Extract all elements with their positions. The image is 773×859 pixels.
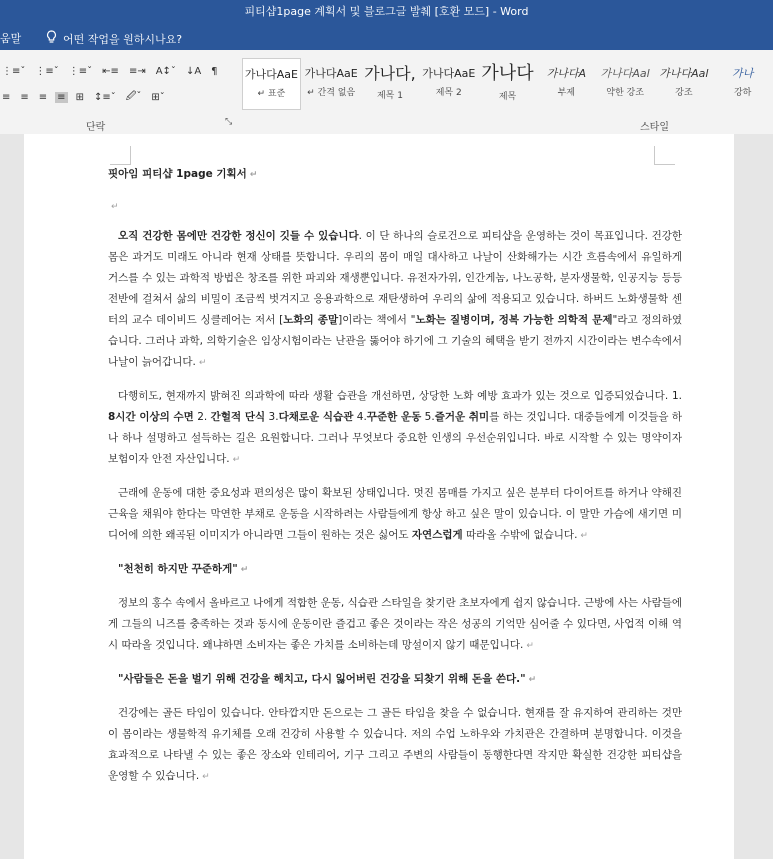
paragraph-group xyxy=(0,50,240,134)
text-run: 노화는 질병이며, 정복 가능한 의학적 문제 xyxy=(415,314,613,326)
paragraph-mark: ↵ xyxy=(528,675,537,685)
window-title: 피티샵1page 계획서 및 블로그글 발췌 [호환 모드] - Word xyxy=(244,5,529,18)
quote-paragraph xyxy=(108,559,682,581)
paragraph-mark: ↵ xyxy=(232,455,241,465)
style-normal[interactable]: 가나다AaE ↵ 표준 xyxy=(242,58,301,110)
asian-layout-icon[interactable]: A↕ˇ xyxy=(155,65,176,77)
text-run: 다채로운 식습관 xyxy=(278,411,354,423)
text-run: 를 하는 것입니다. 대중들에게 이것들을 하나 하나 설명하고 설득하는 길은 요원합니다. 그러나 무엇보다 중요한 인생의 우선순위입니다. 바로 시작할 수 있는 명약이자 보험이자 안전 자산입니다. xyxy=(108,411,683,465)
distribute-icon[interactable]: ⊞ xyxy=(75,91,84,103)
show-marks-icon[interactable]: ¶ xyxy=(211,65,218,77)
paragraph-mark: ↵ xyxy=(198,358,207,368)
align-center-icon[interactable]: ≡ xyxy=(20,91,29,103)
style-intense-emphasis[interactable]: 가나 강하 xyxy=(732,66,754,99)
style-heading-1[interactable]: 가나다, 제목 1 xyxy=(364,64,416,101)
tell-me-search[interactable] xyxy=(46,30,182,47)
paragraph-mark: ↵ xyxy=(240,565,249,575)
lightbulb-icon xyxy=(46,30,57,47)
paragraph-group-label: 단락 xyxy=(86,122,106,133)
styles-gallery xyxy=(242,58,773,108)
text-run: 오직 건강한 몸에만 건강한 정신이 깃들 수 있습니다 xyxy=(118,230,359,242)
text-run: 근래에 운동에 대한 중요성과 편의성은 많이 확보된 상태입니다. 멋진 몸매를 가지고 싶은 분부터 다이어트를 하거나 약해진 근육을 채워야 한다는 막연한 부채로 운동을 시작하려는 사람들에게 항상 하고 싶은 말이 있습니다. 이 말만 가슴에 새기면 미디어에 의한 왜곡된 이미지가 아니라면 그들이 원하는 것은 싫어도 xyxy=(108,487,682,541)
multilevel-list-icon[interactable]: ⋮≡ˇ xyxy=(68,65,93,77)
paragraph-tools-row-2 xyxy=(0,88,167,106)
style-no-spacing[interactable]: 가나다AaE ↵ 간격 없음 xyxy=(304,66,358,99)
paragraph-mark: ↵ xyxy=(111,202,119,212)
text-run: 정보의 홍수 속에서 올바르고 나에게 적합한 운동, 식습관 스타일을 찾기란 초보자에게 쉽지 않습니다. 근방에 사는 사람들에게 그들의 니즈를 충족하는 것과 동시에 운동이란 즐겁고 좋은 것이라는 작은 성공의 기억만 심어줄 수 있다면, 사업적 이해 역시 따라올 것입니다. 왜냐하면 소비자는 좋은 가치를 소비하는데 망설이지 않기 때문입니다. xyxy=(108,597,682,651)
text-run: 다행히도, 현재까지 밝혀진 의과학에 따라 생활 습관을 개선하면, 상당한 노화 예방 효과가 있는 것으로 입증되었습니다. 1. xyxy=(118,390,682,402)
paragraph-mark: ↵ xyxy=(526,641,534,651)
help-tab[interactable]: 움말 xyxy=(0,32,22,45)
body-paragraph xyxy=(108,483,682,547)
style-emphasis[interactable]: 가나다Aal 강조 xyxy=(659,66,709,99)
quote-paragraph xyxy=(108,669,682,691)
paragraph-tools-row-1 xyxy=(0,62,220,80)
body-paragraph xyxy=(108,703,682,788)
decrease-indent-icon[interactable]: ⇤≡ xyxy=(102,65,119,77)
style-subtle-emphasis[interactable]: 가나다Aal 약한 강조 xyxy=(600,66,650,99)
shading-icon[interactable]: 🖉ˇ xyxy=(125,90,142,102)
tell-me-input[interactable]: 어떤 작업을 원하시나요? xyxy=(63,32,183,46)
text-run: 간헐적 단식 xyxy=(210,411,266,423)
paragraph-mark: ↵ xyxy=(249,170,258,180)
bullets-icon[interactable]: ⋮≡ˇ xyxy=(2,65,26,77)
borders-icon[interactable]: ⊞ˇ xyxy=(151,91,165,103)
window-titlebar xyxy=(0,0,773,24)
paragraph-mark: ↵ xyxy=(580,531,588,541)
margin-corner-top-left xyxy=(110,146,131,165)
text-run: 자연스럽게 xyxy=(411,529,463,541)
paragraph-mark: ↵ xyxy=(202,772,210,782)
text-run: 5. xyxy=(421,411,435,423)
text-run: 따라올 수밖에 없습니다. xyxy=(462,529,578,541)
align-right-icon[interactable]: ≡ xyxy=(38,91,48,103)
text-run: . 이 단 하나의 슬로건으로 피티샵을 운영하는 것이 목표입니다. 건강한 몸은 과거도 미래도 아니라 현재 상태를 뜻합니다. 우리의 몸이 매일 대사하고 나날이 산화해가는 시간 흐름속에서 유일하게 거스를 수 있는 과학적 방법은 창조를 위한 파괴와 재생뿐입니다. 유전자가위, 인간게놈, 나노공학, 분자생물학, 인공지능 등등 전반에 걸쳐서 삶의 비밀이 조금씩 벗겨지고 응용과학으로 재탄생하여 우리의 삶에 적용되고 있습니다. 하버드 노화생물학 센터의 교수 데이비드 싱클레어는 저서 [ xyxy=(108,230,683,326)
text-run: 8시간 이상의 수면 xyxy=(108,411,194,423)
style-title[interactable]: 가나다 제목 xyxy=(481,63,534,102)
sort-icon[interactable]: ↓A xyxy=(185,65,202,77)
line-spacing-icon[interactable]: ↕≡ˇ xyxy=(93,91,116,103)
text-run: "라고 정의하였습니다. 그러나 과학, 의학기술은 임상시험이라는 난관을 뚫어야 하기에 그 기술의 혜택을 받기 전까지 시간이라는 변수속에서 나날이 늙어갑니다. xyxy=(108,314,682,368)
text-run: "사람들은 돈을 벌기 위해 건강을 해치고, 다시 잃어버린 건강을 되찾기 위해 돈을 쓴다." xyxy=(118,673,526,685)
body-paragraph xyxy=(108,386,682,471)
text-run: 노화의 종말 xyxy=(283,314,339,326)
tell-me-bar xyxy=(0,24,773,50)
text-run: ]이라는 책에서 " xyxy=(338,314,416,326)
margin-corner-top-right xyxy=(654,146,675,165)
text-run: 꾸준한 운동 xyxy=(366,411,422,423)
increase-indent-icon[interactable]: ≡⇥ xyxy=(128,65,146,77)
text-run: "천천히 하지만 꾸준하게" xyxy=(118,563,238,575)
style-heading-2[interactable]: 가나다AaE 제목 2 xyxy=(422,66,476,99)
text-run: 건강에는 골든 타임이 있습니다. 안타깝지만 돈으로는 그 골든 타임을 찾을 수 없습니다. 현재를 잘 유지하여 관리하는 것만이 몸이라는 생물학적 유기체를 오래 건강히 사용할 수 있습니다. 저의 수업 노하우와 가치관은 간결하며 분명합니다. 이것을 효과적으로 나타낼 수 있는 좋은 장소와 인테리어, 기구 그리고 주변의 사람들이 동행한다면 작지만 확실한 건강한 피티샵을 운영할 수 있습니다. xyxy=(108,707,682,782)
empty-paragraph xyxy=(108,196,682,214)
style-subtitle[interactable]: 가나다A 부제 xyxy=(546,66,586,99)
align-left-icon[interactable]: ≡ xyxy=(2,91,11,103)
text-run: 4. xyxy=(353,411,367,423)
ribbon xyxy=(0,50,773,135)
body-paragraph xyxy=(108,226,682,374)
styles-group-label: 스타일 xyxy=(640,122,669,133)
numbering-icon[interactable]: ⋮≡ˇ xyxy=(35,65,59,77)
document-title: 핏아임 피티샵 1page 기획서 ↵ xyxy=(108,168,258,180)
document-content[interactable] xyxy=(108,164,682,800)
document-area xyxy=(0,134,773,859)
text-run: 즐거운 취미 xyxy=(434,411,490,423)
body-paragraph xyxy=(108,593,682,657)
document-body xyxy=(108,226,682,788)
justify-icon[interactable]: ≡ xyxy=(57,91,66,103)
text-run: 3. xyxy=(265,411,279,423)
document-page[interactable] xyxy=(24,134,734,859)
text-run: 2. xyxy=(193,411,211,423)
dialog-launcher-icon[interactable]: ⤡ xyxy=(225,117,233,127)
